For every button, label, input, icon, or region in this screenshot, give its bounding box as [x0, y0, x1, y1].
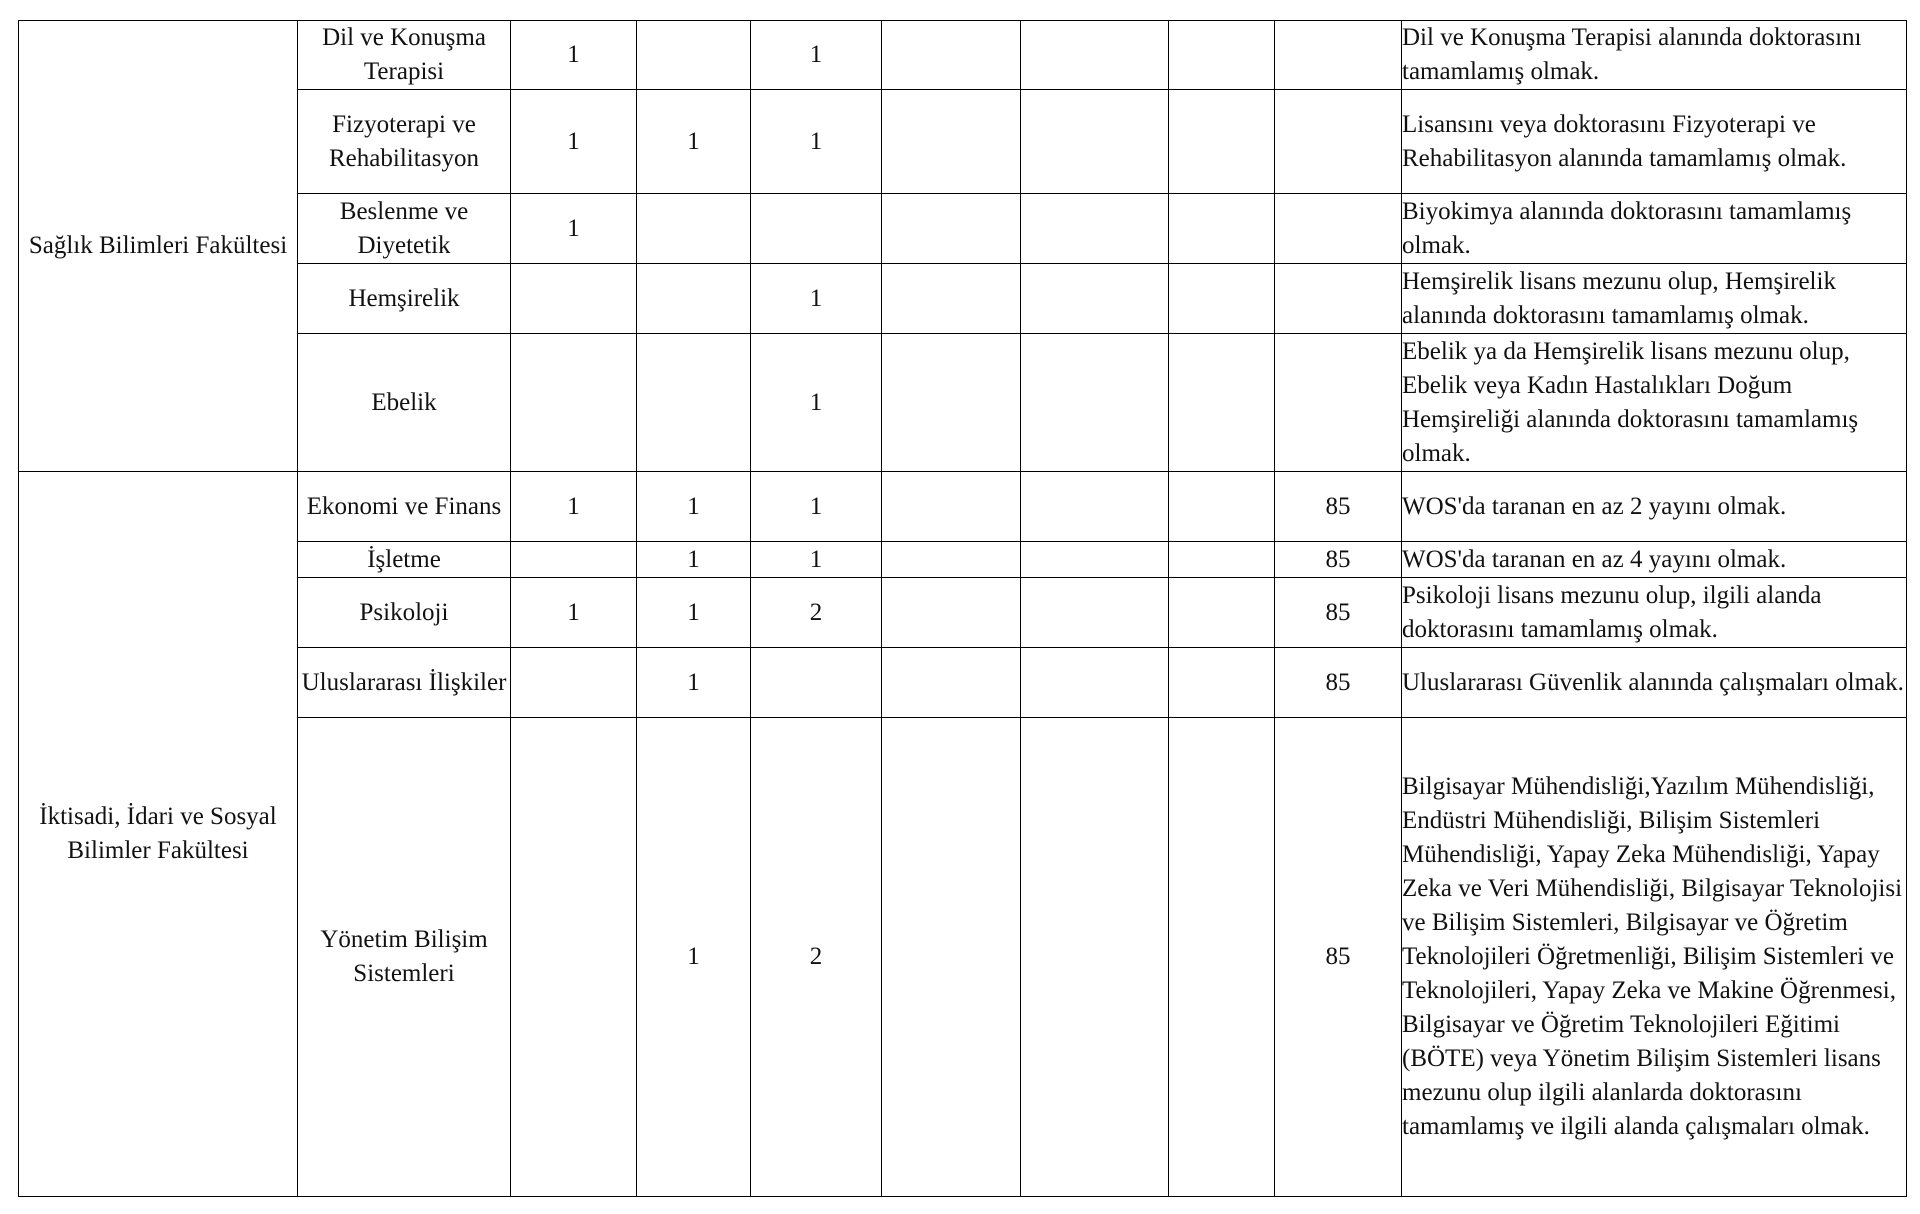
requirement-cell: Biyokimya alanında doktorasını tamamlamış olmak. [1402, 194, 1907, 264]
table-row [19, 472, 1907, 542]
count-cell: 1 [511, 472, 637, 542]
count-cell [511, 542, 637, 578]
faculty-positions-table [18, 20, 1907, 1197]
count-cell: 1 [751, 472, 882, 542]
count-cell: 1 [751, 264, 882, 334]
count-cell: 1 [511, 90, 637, 194]
count-cell [511, 718, 637, 1197]
department-cell: Beslenme ve Diyetetik [298, 194, 511, 264]
count-cell [882, 194, 1021, 264]
count-cell [1021, 264, 1169, 334]
count-cell [882, 90, 1021, 194]
department-cell: Ekonomi ve Finans [298, 472, 511, 542]
table-row [19, 264, 1907, 334]
count-cell [882, 472, 1021, 542]
count-cell [1021, 718, 1169, 1197]
department-cell: Dil ve Konuşma Terapisi [298, 21, 511, 90]
score-cell [1275, 334, 1402, 472]
requirement-cell: Hemşirelik lisans mezunu olup, Hemşirelik alanında doktorasını tamamlamış olmak. [1402, 264, 1907, 334]
count-cell [751, 194, 882, 264]
count-cell [511, 264, 637, 334]
count-cell [511, 648, 637, 718]
count-cell [1021, 578, 1169, 648]
department-cell: Ebelik [298, 334, 511, 472]
count-cell [1021, 542, 1169, 578]
table-row [19, 718, 1907, 1197]
count-cell [1169, 264, 1275, 334]
department-cell: Fizyoterapi ve Rehabilitasyon [298, 90, 511, 194]
table-row [19, 648, 1907, 718]
count-cell [882, 542, 1021, 578]
count-cell: 1 [511, 194, 637, 264]
count-cell: 1 [637, 472, 751, 542]
count-cell [882, 21, 1021, 90]
requirement-cell: Ebelik ya da Hemşirelik lisans mezunu olup, Ebelik veya Kadın Hastalıkları Doğum Hemşireliği alanında doktorasını tamamlamış olmak. [1402, 334, 1907, 472]
department-cell: Yönetim Bilişim Sistemleri [298, 718, 511, 1197]
requirement-cell: Dil ve Konuşma Terapisi alanında doktorasını tamamlamış olmak. [1402, 21, 1907, 90]
count-cell [882, 648, 1021, 718]
table-row [19, 578, 1907, 648]
count-cell [1169, 194, 1275, 264]
count-cell: 1 [751, 542, 882, 578]
count-cell [1169, 472, 1275, 542]
score-cell [1275, 264, 1402, 334]
count-cell [1021, 334, 1169, 472]
faculty-cell: Sağlık Bilimleri Fakültesi [19, 21, 298, 472]
requirement-cell: WOS'da taranan en az 2 yayını olmak. [1402, 472, 1907, 542]
count-cell [882, 718, 1021, 1197]
faculty-cell: İktisadi, İdari ve Sosyal Bilimler Fakültesi [19, 472, 298, 1197]
score-cell: 85 [1275, 578, 1402, 648]
count-cell: 1 [751, 90, 882, 194]
score-cell [1275, 194, 1402, 264]
count-cell [882, 334, 1021, 472]
count-cell [511, 334, 637, 472]
count-cell [637, 264, 751, 334]
table-row [19, 334, 1907, 472]
table-row [19, 542, 1907, 578]
count-cell: 1 [637, 542, 751, 578]
department-cell: Hemşirelik [298, 264, 511, 334]
requirement-cell: Uluslararası Güvenlik alanında çalışmaları olmak. [1402, 648, 1907, 718]
count-cell: 1 [637, 648, 751, 718]
count-cell [1169, 21, 1275, 90]
count-cell [1169, 718, 1275, 1197]
count-cell [882, 264, 1021, 334]
count-cell: 1 [637, 718, 751, 1197]
score-cell: 85 [1275, 648, 1402, 718]
table-row [19, 90, 1907, 194]
requirement-cell: Bilgisayar Mühendisliği,Yazılım Mühendisliği, Endüstri Mühendisliği, Bilişim Sistemleri Mühendisliği, Yapay Zeka Mühendisliği, Yapay Zeka ve Veri Mühendisliği, Bilgisayar Teknolojisi ve Bilişim Sistemleri, Bilgisayar ve Öğretim Teknolojileri Öğretmenliği, Bilişim Sistemleri ve Teknolojileri, Yapay Zeka ve Makine Öğrenmesi, Bilgisayar ve Öğretim Teknolojileri Eğitimi (BÖTE) veya Yönetim Bilişim Sistemleri lisans mezunu olup ilgili alanlarda doktorasını tamamlamış ve ilgili alanda çalışmaları olmak. [1402, 718, 1907, 1197]
count-cell [637, 334, 751, 472]
count-cell [1021, 90, 1169, 194]
count-cell [1021, 648, 1169, 718]
score-cell [1275, 21, 1402, 90]
count-cell: 2 [751, 718, 882, 1197]
count-cell [1169, 648, 1275, 718]
count-cell [1169, 90, 1275, 194]
count-cell: 2 [751, 578, 882, 648]
count-cell [1169, 578, 1275, 648]
table-row [19, 21, 1907, 90]
requirement-cell: Lisansını veya doktorasını Fizyoterapi ve Rehabilitasyon alanında tamamlamış olmak. [1402, 90, 1907, 194]
department-cell: Uluslararası İlişkiler [298, 648, 511, 718]
count-cell [1169, 542, 1275, 578]
count-cell [637, 194, 751, 264]
count-cell: 1 [637, 578, 751, 648]
score-cell: 85 [1275, 472, 1402, 542]
score-cell [1275, 90, 1402, 194]
count-cell [751, 648, 882, 718]
count-cell: 1 [511, 21, 637, 90]
count-cell: 1 [751, 21, 882, 90]
count-cell: 1 [751, 334, 882, 472]
count-cell [1169, 334, 1275, 472]
count-cell [1021, 472, 1169, 542]
requirement-cell: WOS'da taranan en az 4 yayını olmak. [1402, 542, 1907, 578]
count-cell [637, 21, 751, 90]
score-cell: 85 [1275, 718, 1402, 1197]
count-cell [882, 578, 1021, 648]
count-cell [1021, 21, 1169, 90]
department-cell: İşletme [298, 542, 511, 578]
count-cell [1021, 194, 1169, 264]
count-cell: 1 [511, 578, 637, 648]
score-cell: 85 [1275, 542, 1402, 578]
table-row [19, 194, 1907, 264]
requirement-cell: Psikoloji lisans mezunu olup, ilgili alanda doktorasını tamamlamış olmak. [1402, 578, 1907, 648]
count-cell: 1 [637, 90, 751, 194]
department-cell: Psikoloji [298, 578, 511, 648]
